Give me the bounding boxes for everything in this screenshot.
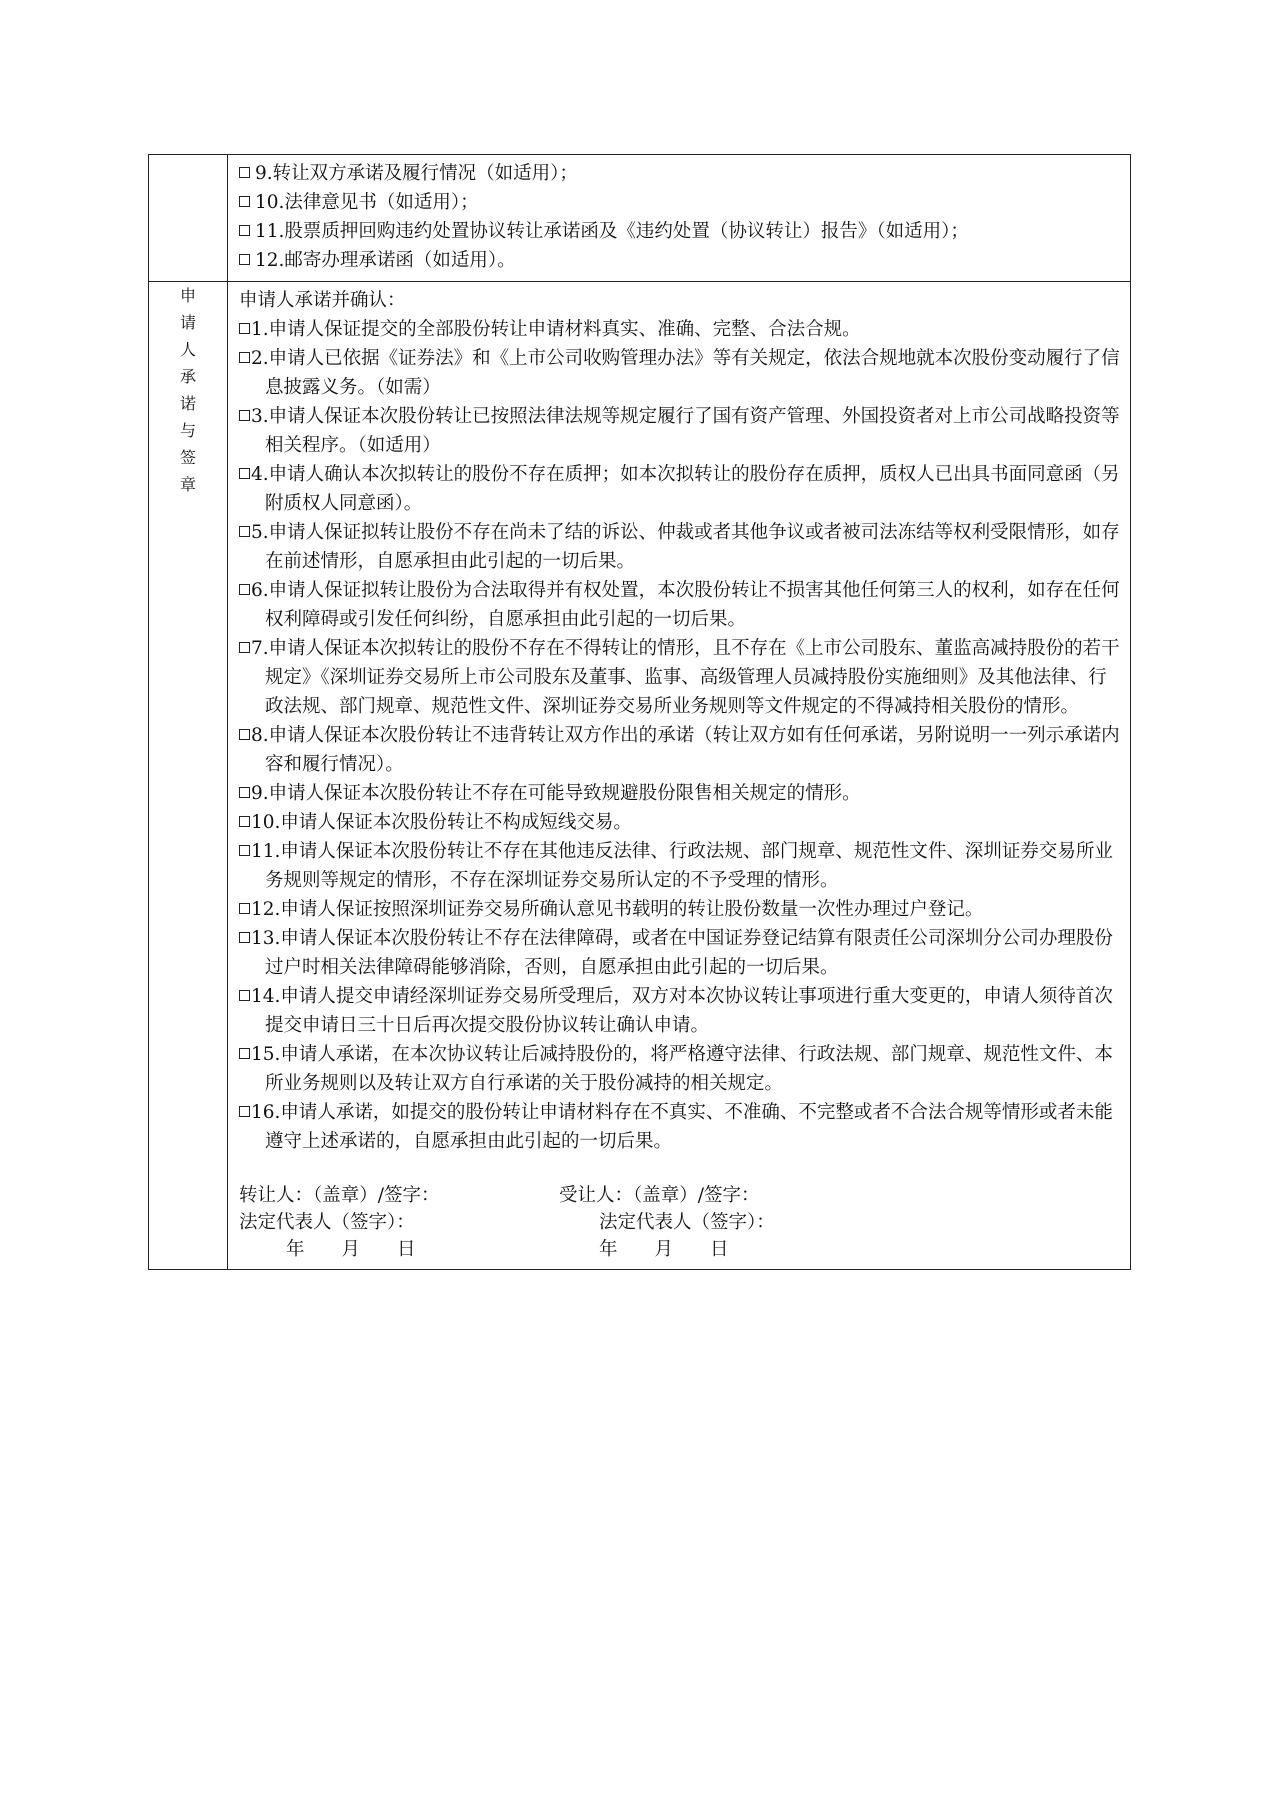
- vertical-section-label: [149, 282, 227, 498]
- checkbox-icon[interactable]: [239, 468, 250, 479]
- commitment-item: [239, 1098, 1122, 1156]
- checkbox-icon[interactable]: [239, 584, 250, 595]
- commitment-item-number: 9.: [251, 783, 269, 804]
- attachment-item: [239, 159, 1122, 188]
- commitment-item: [239, 576, 1122, 634]
- commitment-item-number: 15.: [251, 1044, 281, 1065]
- attachments-list: [228, 155, 1130, 281]
- commitment-item: [239, 634, 1122, 721]
- commitment-item-text: 申请人保证本次股份转让不构成短线交易。: [280, 812, 632, 833]
- attachment-item-number: 11.: [255, 221, 285, 242]
- commitment-item-number: 1.: [251, 319, 269, 340]
- checkbox-icon[interactable]: [239, 990, 250, 1001]
- commitment-item: [239, 837, 1122, 895]
- commitment-item-text: 申请人保证本次股份转让已按照法律法规等规定履行了国有资产管理、外国投资者对上市公司战略投资等相关程序。（如适用）: [265, 406, 1120, 456]
- checkbox-icon[interactable]: [239, 167, 250, 178]
- attachments-content-cell: [228, 155, 1131, 282]
- commitment-item-text: 申请人确认本次拟转让的股份不存在质押；如本次拟转让的股份存在质押，质权人已出具书面同意函（另附质权人同意函）。: [265, 464, 1120, 514]
- vertical-label-char: 签: [179, 448, 196, 467]
- attachment-item-text: 股票质押回购违约处置协议转让承诺函及《违约处置（协议转让）报告》（如适用）；: [284, 221, 969, 242]
- commitment-item: [239, 402, 1122, 460]
- attachment-item-number: 12.: [255, 250, 285, 271]
- commitment-item-text: 申请人承诺，如提交的股份转让申请材料存在不真实、不准确、不完整或者不合法合规等情形或者未能遵守上述承诺的，自愿承担由此引起的一切后果。: [265, 1102, 1113, 1152]
- date-left: 年 月 日: [286, 1239, 416, 1260]
- vertical-label-char: 请: [179, 313, 196, 332]
- checkbox-icon[interactable]: [239, 642, 250, 653]
- checkbox-icon[interactable]: [239, 816, 250, 827]
- attachment-item-number: 10.: [255, 192, 285, 213]
- commitment-item-text: 申请人保证本次拟转让的股份不存在不得转让的情形，且不存在《上市公司股东、董监高减持股份的若干规定》《深圳证券交易所上市公司股东及董事、监事、高级管理人员减持股份实施细则》及其他法律、行政法规、部门规章、规范性文件、深圳证券交易所业务规则等文件规定的不得减持相关股份的情形。: [265, 638, 1120, 717]
- transferee-signature-label: 受让人：（盖章）/签字：: [559, 1185, 760, 1206]
- commitment-item: [239, 315, 1122, 344]
- commitment-item-number: 13.: [251, 928, 281, 949]
- commitment-item-number: 6.: [251, 580, 269, 601]
- checkbox-icon[interactable]: [239, 352, 250, 363]
- commitment-content-cell: [228, 282, 1131, 1270]
- checkbox-icon[interactable]: [239, 410, 250, 421]
- commitment-item: [239, 460, 1122, 518]
- vertical-label-char: 人: [179, 340, 196, 359]
- vertical-label-char: 与: [179, 421, 196, 440]
- checkbox-icon[interactable]: [239, 254, 250, 265]
- commitment-item-number: 4.: [251, 464, 269, 485]
- checkbox-icon[interactable]: [239, 729, 250, 740]
- commitment-item-text: 申请人提交申请经深圳证券交易所受理后，双方对本次协议转让事项进行重大变更的，申请人须待首次提交申请日三十日后再次提交股份协议转让确认申请。: [265, 986, 1113, 1036]
- checkbox-icon[interactable]: [239, 1048, 250, 1059]
- attachments-label-cell: [149, 155, 228, 282]
- commitment-item: [239, 518, 1122, 576]
- attachment-item-text: 邮寄办理承诺函（如适用）。: [284, 250, 516, 271]
- attachments-row: [149, 155, 1131, 282]
- signature-row-3: [239, 1236, 1122, 1263]
- date-right: 年 月 日: [599, 1239, 729, 1260]
- checkbox-icon[interactable]: [239, 526, 250, 537]
- commitment-list: [239, 315, 1122, 1156]
- attachment-item: [239, 217, 1122, 246]
- commitment-item-text: 申请人已依据《证券法》和《上市公司收购管理办法》等有关规定，依法合规地就本次股份变动履行了信息披露义务。（如需）: [265, 348, 1120, 398]
- checkbox-icon[interactable]: [239, 225, 250, 236]
- commitment-item-number: 14.: [251, 986, 281, 1007]
- commitment-item-number: 2.: [251, 348, 269, 369]
- vertical-label-char: 申: [179, 286, 196, 305]
- checkbox-icon[interactable]: [239, 787, 250, 798]
- signature-row-1: [239, 1182, 1122, 1209]
- attachment-item-text: 法律意见书（如适用）；: [284, 192, 479, 213]
- legal-rep-left-label: 法定代表人（签字）：: [239, 1212, 415, 1233]
- checkbox-icon[interactable]: [239, 903, 250, 914]
- commitment-item: [239, 982, 1122, 1040]
- commitment-item: [239, 779, 1122, 808]
- commitment-item-number: 8.: [251, 725, 269, 746]
- commitment-item-number: 11.: [251, 841, 281, 862]
- attachment-item: [239, 246, 1122, 275]
- commitment-item-number: 10.: [251, 812, 281, 833]
- commitment-item-number: 7.: [251, 638, 269, 659]
- commitment-item-text: 申请人保证本次股份转让不违背转让双方作出的承诺（转让双方如有任何承诺，另附说明一一列示承诺内容和履行情况）。: [265, 725, 1120, 775]
- commitment-item-number: 5.: [251, 522, 269, 543]
- commitment-item-text: 申请人保证本次股份转让不存在法律障碍，或者在中国证券登记结算有限责任公司深圳分公司办理股份过户时相关法律障碍能够消除，否则，自愿承担由此引起的一切后果。: [265, 928, 1113, 978]
- commitment-item-number: 12.: [251, 899, 281, 920]
- checkbox-icon[interactable]: [239, 196, 250, 207]
- commitment-item-text: 申请人保证提交的全部股份转让申请材料真实、准确、完整、合法合规。: [268, 319, 861, 340]
- commitment-item-number: 3.: [251, 406, 269, 427]
- commitment-item: [239, 1040, 1122, 1098]
- commitment-item-text: 申请人保证按照深圳证券交易所确认意见书载明的转让股份数量一次性办理过户登记。: [280, 899, 984, 920]
- commitment-item-text: 申请人保证本次股份转让不存在其他违反法律、行政法规、部门规章、规范性文件、深圳证券交易所业务规则等规定的情形，不存在深圳证券交易所认定的不予受理的情形。: [265, 841, 1113, 891]
- attachment-item: [239, 188, 1122, 217]
- commitment-item: [239, 721, 1122, 779]
- vertical-label-char: 章: [179, 475, 196, 494]
- commitment-item-number: 16.: [251, 1102, 281, 1123]
- checkbox-icon[interactable]: [239, 845, 250, 856]
- commitment-item: [239, 808, 1122, 837]
- vertical-label-char: 诺: [179, 394, 196, 413]
- commitment-item: [239, 344, 1122, 402]
- checkbox-icon[interactable]: [239, 323, 250, 334]
- checkbox-icon[interactable]: [239, 1106, 250, 1117]
- commitment-intro: 申请人承诺并确认：: [239, 290, 406, 311]
- commitment-item: [239, 895, 1122, 924]
- signature-row-2: [239, 1209, 1122, 1236]
- commitment-item: [239, 924, 1122, 982]
- legal-rep-right-label: 法定代表人（签字）：: [599, 1212, 775, 1233]
- transferor-signature-label: 转让人：（盖章）/签字：: [239, 1185, 440, 1206]
- commitment-label-cell: [149, 282, 228, 1270]
- commitment-row: [149, 282, 1131, 1270]
- attachment-item-text: 转让双方承诺及履行情况（如适用）；: [272, 163, 578, 184]
- commitment-item-text: 申请人保证拟转让股份为合法取得并有权处置，本次股份转让不损害其他任何第三人的权利，如存在任何权利障碍或引发任何纠纷，自愿承担由此引起的一切后果。: [265, 580, 1120, 630]
- commitment-item-text: 申请人承诺，在本次协议转让后减持股份的，将严格遵守法律、行政法规、部门规章、规范性文件、本所业务规则以及转让双方自行承诺的关于股份减持的相关规定。: [265, 1044, 1113, 1094]
- checkbox-icon[interactable]: [239, 932, 250, 943]
- application-form-table: [148, 154, 1131, 1270]
- commitment-item-text: 申请人保证本次股份转让不存在可能导致规避股份限售相关规定的情形。: [268, 783, 861, 804]
- attachment-item-number: 9.: [255, 163, 273, 184]
- commitment-item-text: 申请人保证拟转让股份不存在尚未了结的诉讼、仲裁或者其他争议或者被司法冻结等权利受限情形，如存在前述情形，自愿承担由此引起的一切后果。: [265, 522, 1120, 572]
- vertical-label-char: 承: [179, 367, 196, 386]
